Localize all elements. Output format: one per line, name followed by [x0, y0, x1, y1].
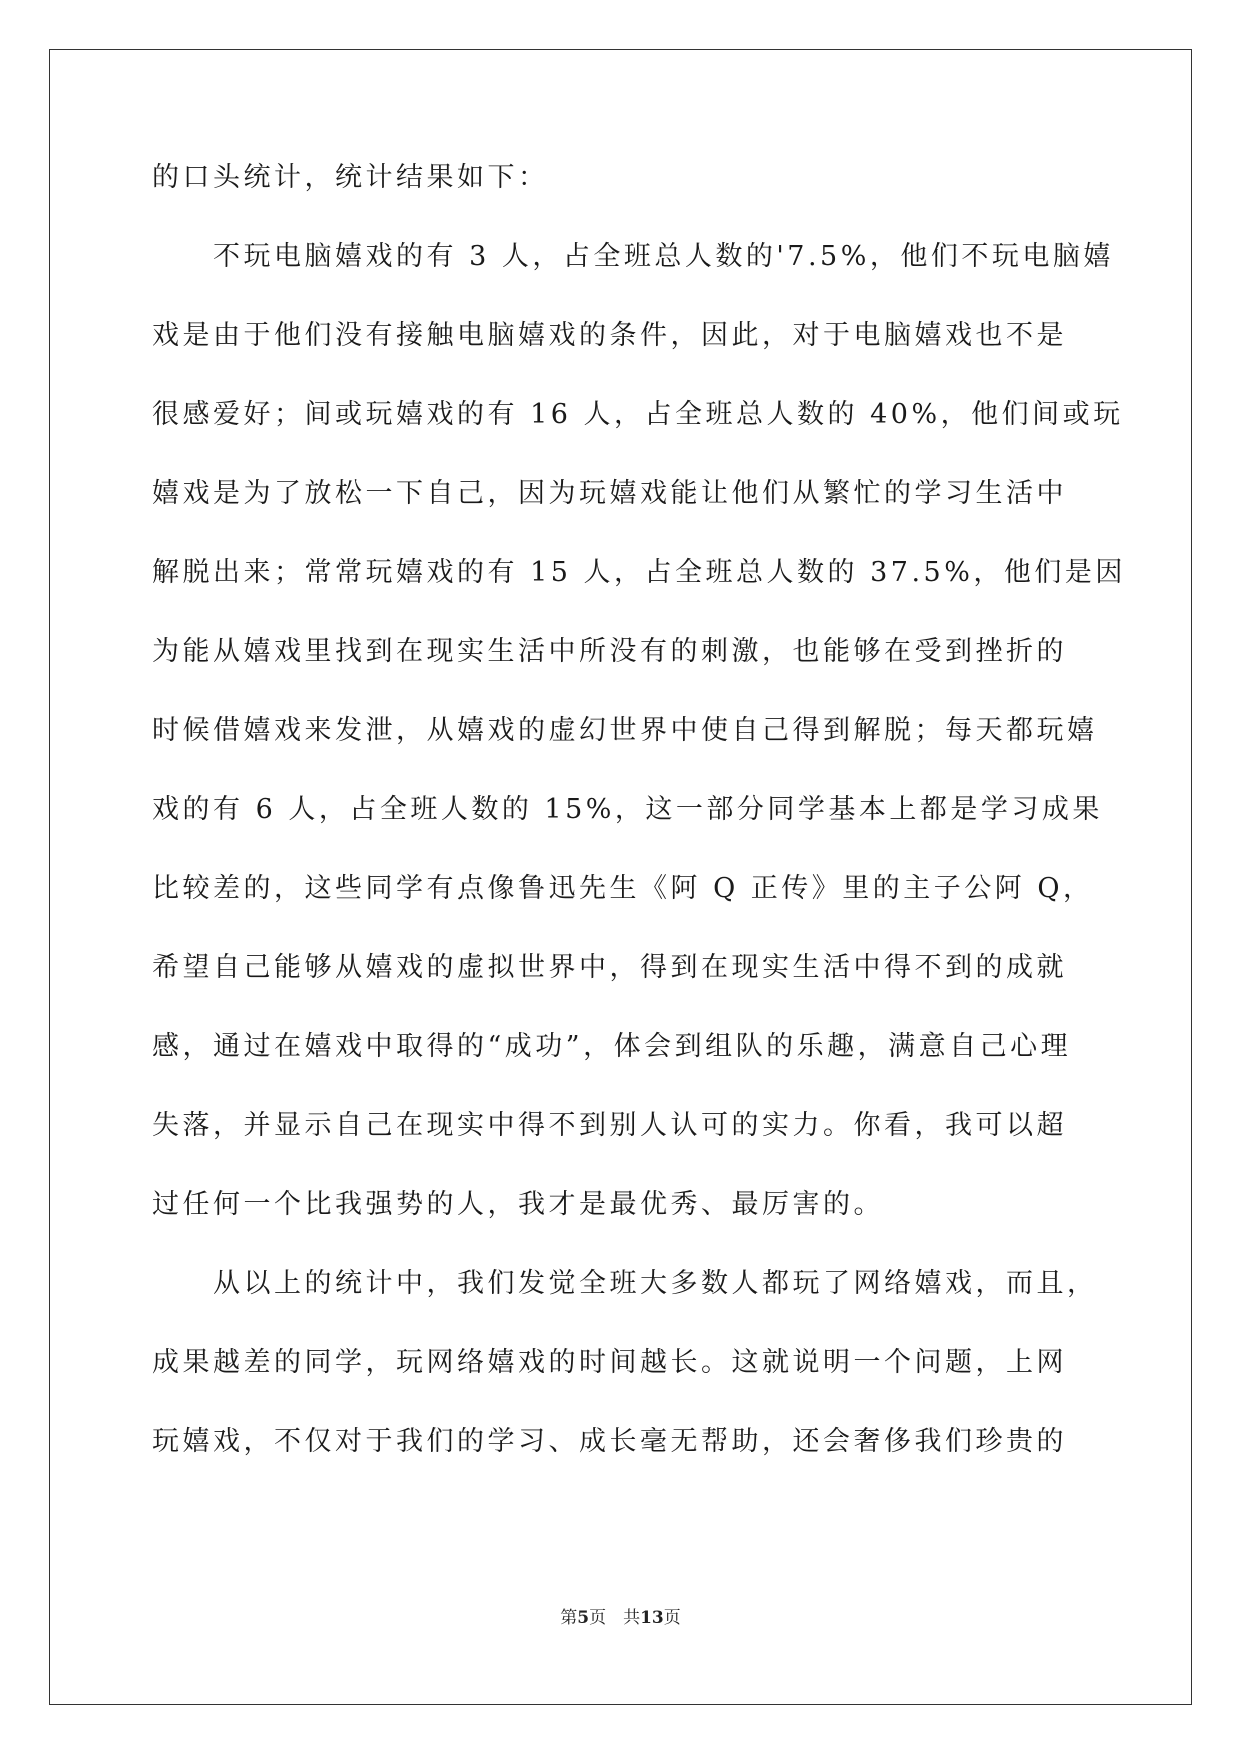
- text-line: 不玩电脑嬉戏的有 3 人，占全班总人数的'7.5%，他们不玩电脑嬉: [152, 241, 1114, 272]
- text-line: 比较差的，这些同学有点像鲁迅先生《阿 Q 正传》里的主子公阿 Q，: [152, 873, 1094, 904]
- current-page-number: 5: [577, 1608, 590, 1628]
- text-line: 为能从嬉戏里找到在现实生活中所没有的刺激，也能够在受到挫折的: [152, 636, 1067, 667]
- text-line: 失落，并显示自己在现实中得不到别人认可的实力。你看，我可以超: [152, 1110, 1067, 1141]
- text-line: 时候借嬉戏来发泄，从嬉戏的虚幻世界中使自己得到解脱；每天都玩嬉: [152, 715, 1098, 746]
- text-line: 很感爱好；间或玩嬉戏的有 16 人，占全班总人数的 40%，他们间或玩: [152, 399, 1124, 430]
- document-body: [152, 162, 1126, 1505]
- text-line: 玩嬉戏，不仅对于我们的学习、成长毫无帮助，还会奢侈我们珍贵的: [152, 1426, 1067, 1457]
- text-line: 解脱出来；常常玩嬉戏的有 15 人，占全班总人数的 37.5%，他们是因: [152, 557, 1126, 588]
- footer-prefix: 第: [560, 1608, 578, 1628]
- text-line: 感，通过在嬉戏中取得的“成功”，体会到组队的乐趣，满意自己心理: [152, 1031, 1072, 1062]
- text-line: 戏是由于他们没有接触电脑嬉戏的条件，因此，对于电脑嬉戏也不是: [152, 320, 1067, 351]
- text-line: 成果越差的同学，玩网络嬉戏的时间越长。这就说明一个问题，上网: [152, 1347, 1067, 1378]
- text-line: 从以上的统计中，我们发觉全班大多数人都玩了网络嬉戏，而且，: [152, 1268, 1098, 1299]
- text-line: 希望自己能够从嬉戏的虚拟世界中，得到在现实生活中得不到的成就: [152, 952, 1067, 983]
- footer-middle: 页 共: [589, 1608, 641, 1628]
- text-line: 过任何一个比我强势的人，我才是最优秀、最厉害的。: [152, 1189, 884, 1220]
- total-pages-number: 13: [640, 1608, 664, 1628]
- footer-suffix: 页: [663, 1608, 681, 1628]
- text-line: 的口头统计，统计结果如下：: [152, 162, 549, 193]
- text-line: 戏的有 6 人，占全班人数的 15%，这一部分同学基本上都是学习成果: [152, 794, 1103, 825]
- text-line: 嬉戏是为了放松一下自己，因为玩嬉戏能让他们从繁忙的学习生活中: [152, 478, 1067, 509]
- page-footer: [0, 1603, 1241, 1628]
